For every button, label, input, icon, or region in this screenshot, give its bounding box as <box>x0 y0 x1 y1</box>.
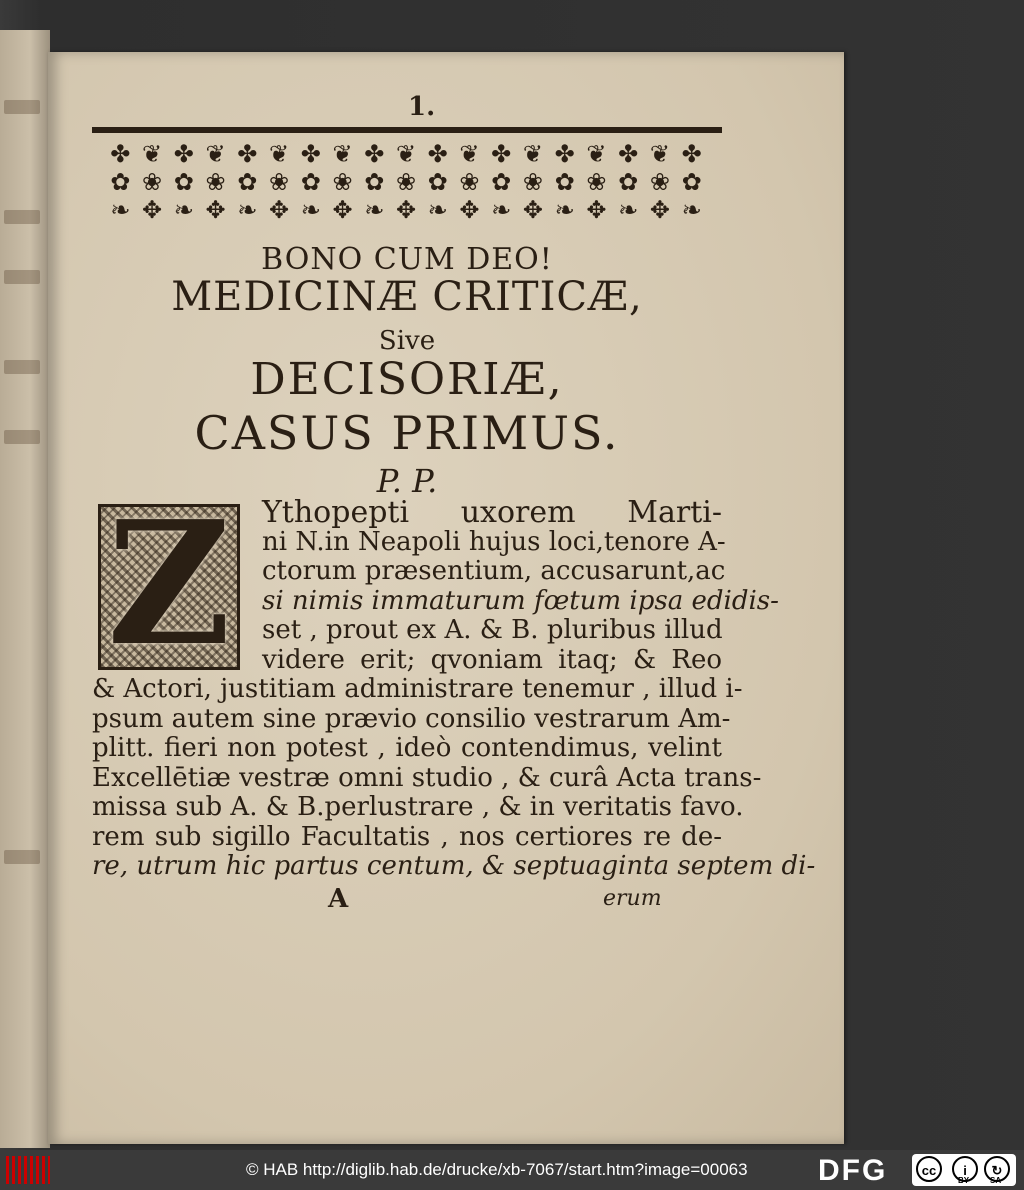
invocation-line: BONO CUM DEO! <box>261 242 553 277</box>
viewer-footer <box>0 1150 1024 1190</box>
ghost-text <box>4 270 40 284</box>
text-line: psum autem sine prævio consilio vestrarum Am- <box>92 703 731 734</box>
subtitle-sive: Sive <box>378 326 436 356</box>
ghost-text <box>4 210 40 224</box>
book-page <box>48 52 844 1144</box>
source-link[interactable]: © HAB http://diglib.hab.de/drucke/xb-7067/start.htm?image=00063 <box>246 1160 748 1179</box>
catchword: erum <box>603 886 662 911</box>
decorated-initial <box>98 484 240 684</box>
text-line: & Actori, justitiam administrare tenemur , illud i- <box>92 674 743 704</box>
barcode-icon <box>6 1156 50 1184</box>
dfg-logo: DFG <box>818 1154 888 1187</box>
title-line: CASUS PRIMUS. <box>194 406 620 460</box>
ornament-row: ❧ ✥ ❧ ✥ ❧ ✥ ❧ ✥ ❧ ✥ ❧ ✥ ❧ ✥ ❧ ✥ ❧ ✥ ❧ <box>110 196 704 224</box>
drop-cap-letter: Z <box>106 484 232 684</box>
text-line: missa sub A. & B.perlustrare , & in veritatis favo. <box>92 792 744 822</box>
title-line: MEDICINÆ CRITICÆ, <box>171 274 643 320</box>
text-line: videre erit; qvoniam itaq; & Reo <box>262 644 722 675</box>
by-icon: i <box>952 1156 978 1182</box>
text-line: Excellētiæ vestræ omni studio , & curâ Acta trans- <box>92 762 762 793</box>
ornament-row: ✤ ❦ ✤ ❦ ✤ ❦ ✤ ❦ ✤ ❦ ✤ ❦ ✤ ❦ ✤ ❦ ✤ ❦ ✤ <box>110 140 704 168</box>
page-number: 1. <box>408 92 436 122</box>
text-line: si nimis immaturum fœtum ipsa edidis- <box>262 585 779 616</box>
text-line: ni N.in Neapoli hujus loci,tenore A- <box>262 526 726 557</box>
license-label-by: BY <box>958 1176 970 1185</box>
text-line: set , prout ex A. & B. pluribus illud <box>262 615 723 645</box>
signature-mark: A <box>328 884 349 914</box>
ghost-text <box>4 430 40 444</box>
text-line: plitt. fieri non potest , ideò contendimus, velint <box>92 733 722 763</box>
ornamental-band <box>92 140 722 226</box>
ghost-text <box>4 850 40 864</box>
text-line: rem sub sigillo Facultatis , nos certiores re de- <box>92 821 722 852</box>
ghost-text <box>4 360 40 374</box>
sa-icon: ↻ <box>984 1156 1010 1182</box>
head-rule <box>92 127 722 133</box>
cc-icon: cc <box>916 1156 942 1182</box>
salutation: P. P. <box>376 462 438 500</box>
license-badge[interactable] <box>912 1154 1016 1186</box>
text-line: Ythopepti uxorem Marti- <box>262 495 722 530</box>
title-line: DECISORIÆ, <box>250 354 564 405</box>
ghost-text <box>4 100 40 114</box>
ornament-row: ✿ ❀ ✿ ❀ ✿ ❀ ✿ ❀ ✿ ❀ ✿ ❀ ✿ ❀ ✿ ❀ ✿ ❀ ✿ <box>110 168 704 196</box>
text-line: ctorum præsentium, accusarunt,ac <box>262 556 726 586</box>
license-label-sa: SA <box>990 1176 1002 1185</box>
previous-page-edge <box>0 30 50 1148</box>
text-line: re, utrum hic partus centum, & septuaginta septem di- <box>92 851 816 881</box>
